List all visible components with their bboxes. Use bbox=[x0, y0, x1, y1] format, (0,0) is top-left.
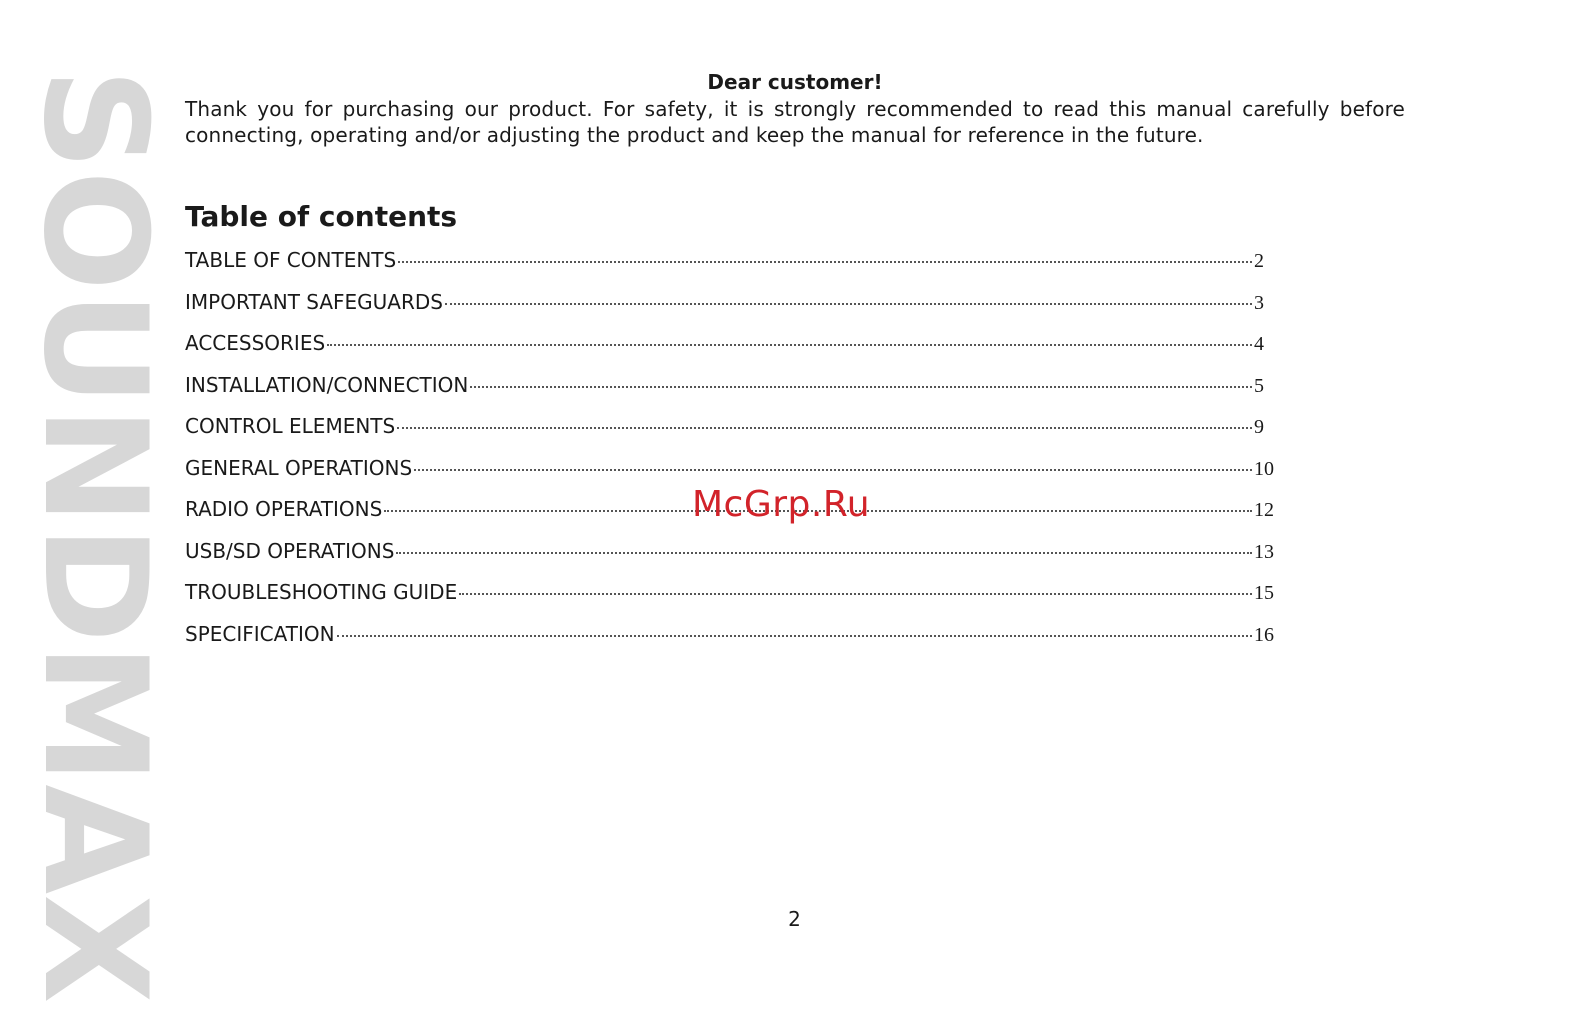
toc-entry-control-elements[interactable] bbox=[185, 414, 1280, 456]
toc-dot-leader bbox=[337, 635, 1252, 637]
toc-entry-title: TABLE OF CONTENTS bbox=[185, 248, 397, 272]
toc-entry-troubleshooting-guide[interactable] bbox=[185, 580, 1280, 622]
greeting-heading: Dear customer! bbox=[707, 70, 883, 94]
toc-entry-specification[interactable] bbox=[185, 622, 1280, 664]
toc-dot-leader bbox=[398, 261, 1252, 263]
brand-logo-letter: D bbox=[12, 525, 177, 644]
toc-entry-table-of-contents[interactable] bbox=[185, 248, 1280, 290]
toc-entry-title: CONTROL ELEMENTS bbox=[185, 414, 396, 438]
toc-entry-page: 15 bbox=[1254, 582, 1274, 604]
toc-entry-page: 5 bbox=[1254, 374, 1264, 397]
toc-dot-leader bbox=[459, 593, 1252, 595]
watermark: McGrp.Ru bbox=[692, 484, 871, 525]
toc-entry-page: 12 bbox=[1254, 499, 1274, 521]
toc-entry-page: 2 bbox=[1254, 250, 1264, 272]
brand-logo-letter: S bbox=[12, 68, 177, 171]
intro-paragraph: Thank you for purchasing our product. For safety, it is strongly recommended to read this manual carefully before connecting, operating and/or adjusting the product and keep the manual for reference in the future. bbox=[185, 97, 1405, 147]
toc-dot-leader bbox=[327, 344, 1252, 346]
toc-heading: Table of contents bbox=[185, 200, 458, 233]
toc-entry-important-safeguards[interactable] bbox=[185, 290, 1280, 332]
toc-entry-page: 13 bbox=[1254, 540, 1274, 563]
toc-entry-accessories[interactable] bbox=[185, 331, 1280, 373]
toc-dot-leader bbox=[397, 427, 1252, 429]
toc-entry-title: TROUBLESHOOTING GUIDE bbox=[185, 580, 458, 604]
toc-entry-installation-connection[interactable] bbox=[185, 373, 1280, 415]
brand-logo bbox=[12, 68, 177, 1004]
brand-logo-letter: O bbox=[12, 170, 177, 291]
toc-entry-page: 4 bbox=[1254, 333, 1264, 355]
toc-entry-page: 9 bbox=[1254, 416, 1264, 438]
toc-entry-page: 3 bbox=[1254, 291, 1264, 314]
toc-dot-leader bbox=[445, 303, 1252, 305]
brand-logo-letter: N bbox=[12, 406, 177, 526]
toc-entry-title: USB/SD OPERATIONS bbox=[185, 538, 395, 563]
toc-entry-title: IMPORTANT SAFEGUARDS bbox=[185, 289, 443, 314]
toc-dot-leader bbox=[414, 469, 1252, 471]
toc-entry-title: SPECIFICATION bbox=[185, 621, 335, 646]
brand-logo-letter: M bbox=[12, 643, 177, 785]
toc-entry-title: GENERAL OPERATIONS bbox=[185, 455, 413, 480]
toc-entry-page: 10 bbox=[1254, 457, 1274, 480]
toc-entry-title: RADIO OPERATIONS bbox=[185, 497, 383, 521]
toc-list bbox=[185, 248, 1280, 663]
toc-entry-usb-sd-operations[interactable] bbox=[185, 539, 1280, 581]
toc-entry-page: 16 bbox=[1254, 623, 1274, 646]
brand-logo-letter: X bbox=[12, 894, 177, 1004]
toc-dot-leader bbox=[470, 386, 1252, 388]
brand-logo-letter: U bbox=[12, 291, 177, 407]
toc-dot-leader bbox=[396, 552, 1252, 554]
page-number: 2 bbox=[788, 907, 801, 931]
brand-logo-letter: A bbox=[12, 784, 177, 895]
toc-entry-title: INSTALLATION/CONNECTION bbox=[185, 372, 469, 397]
toc-entry-title: ACCESSORIES bbox=[185, 331, 326, 355]
